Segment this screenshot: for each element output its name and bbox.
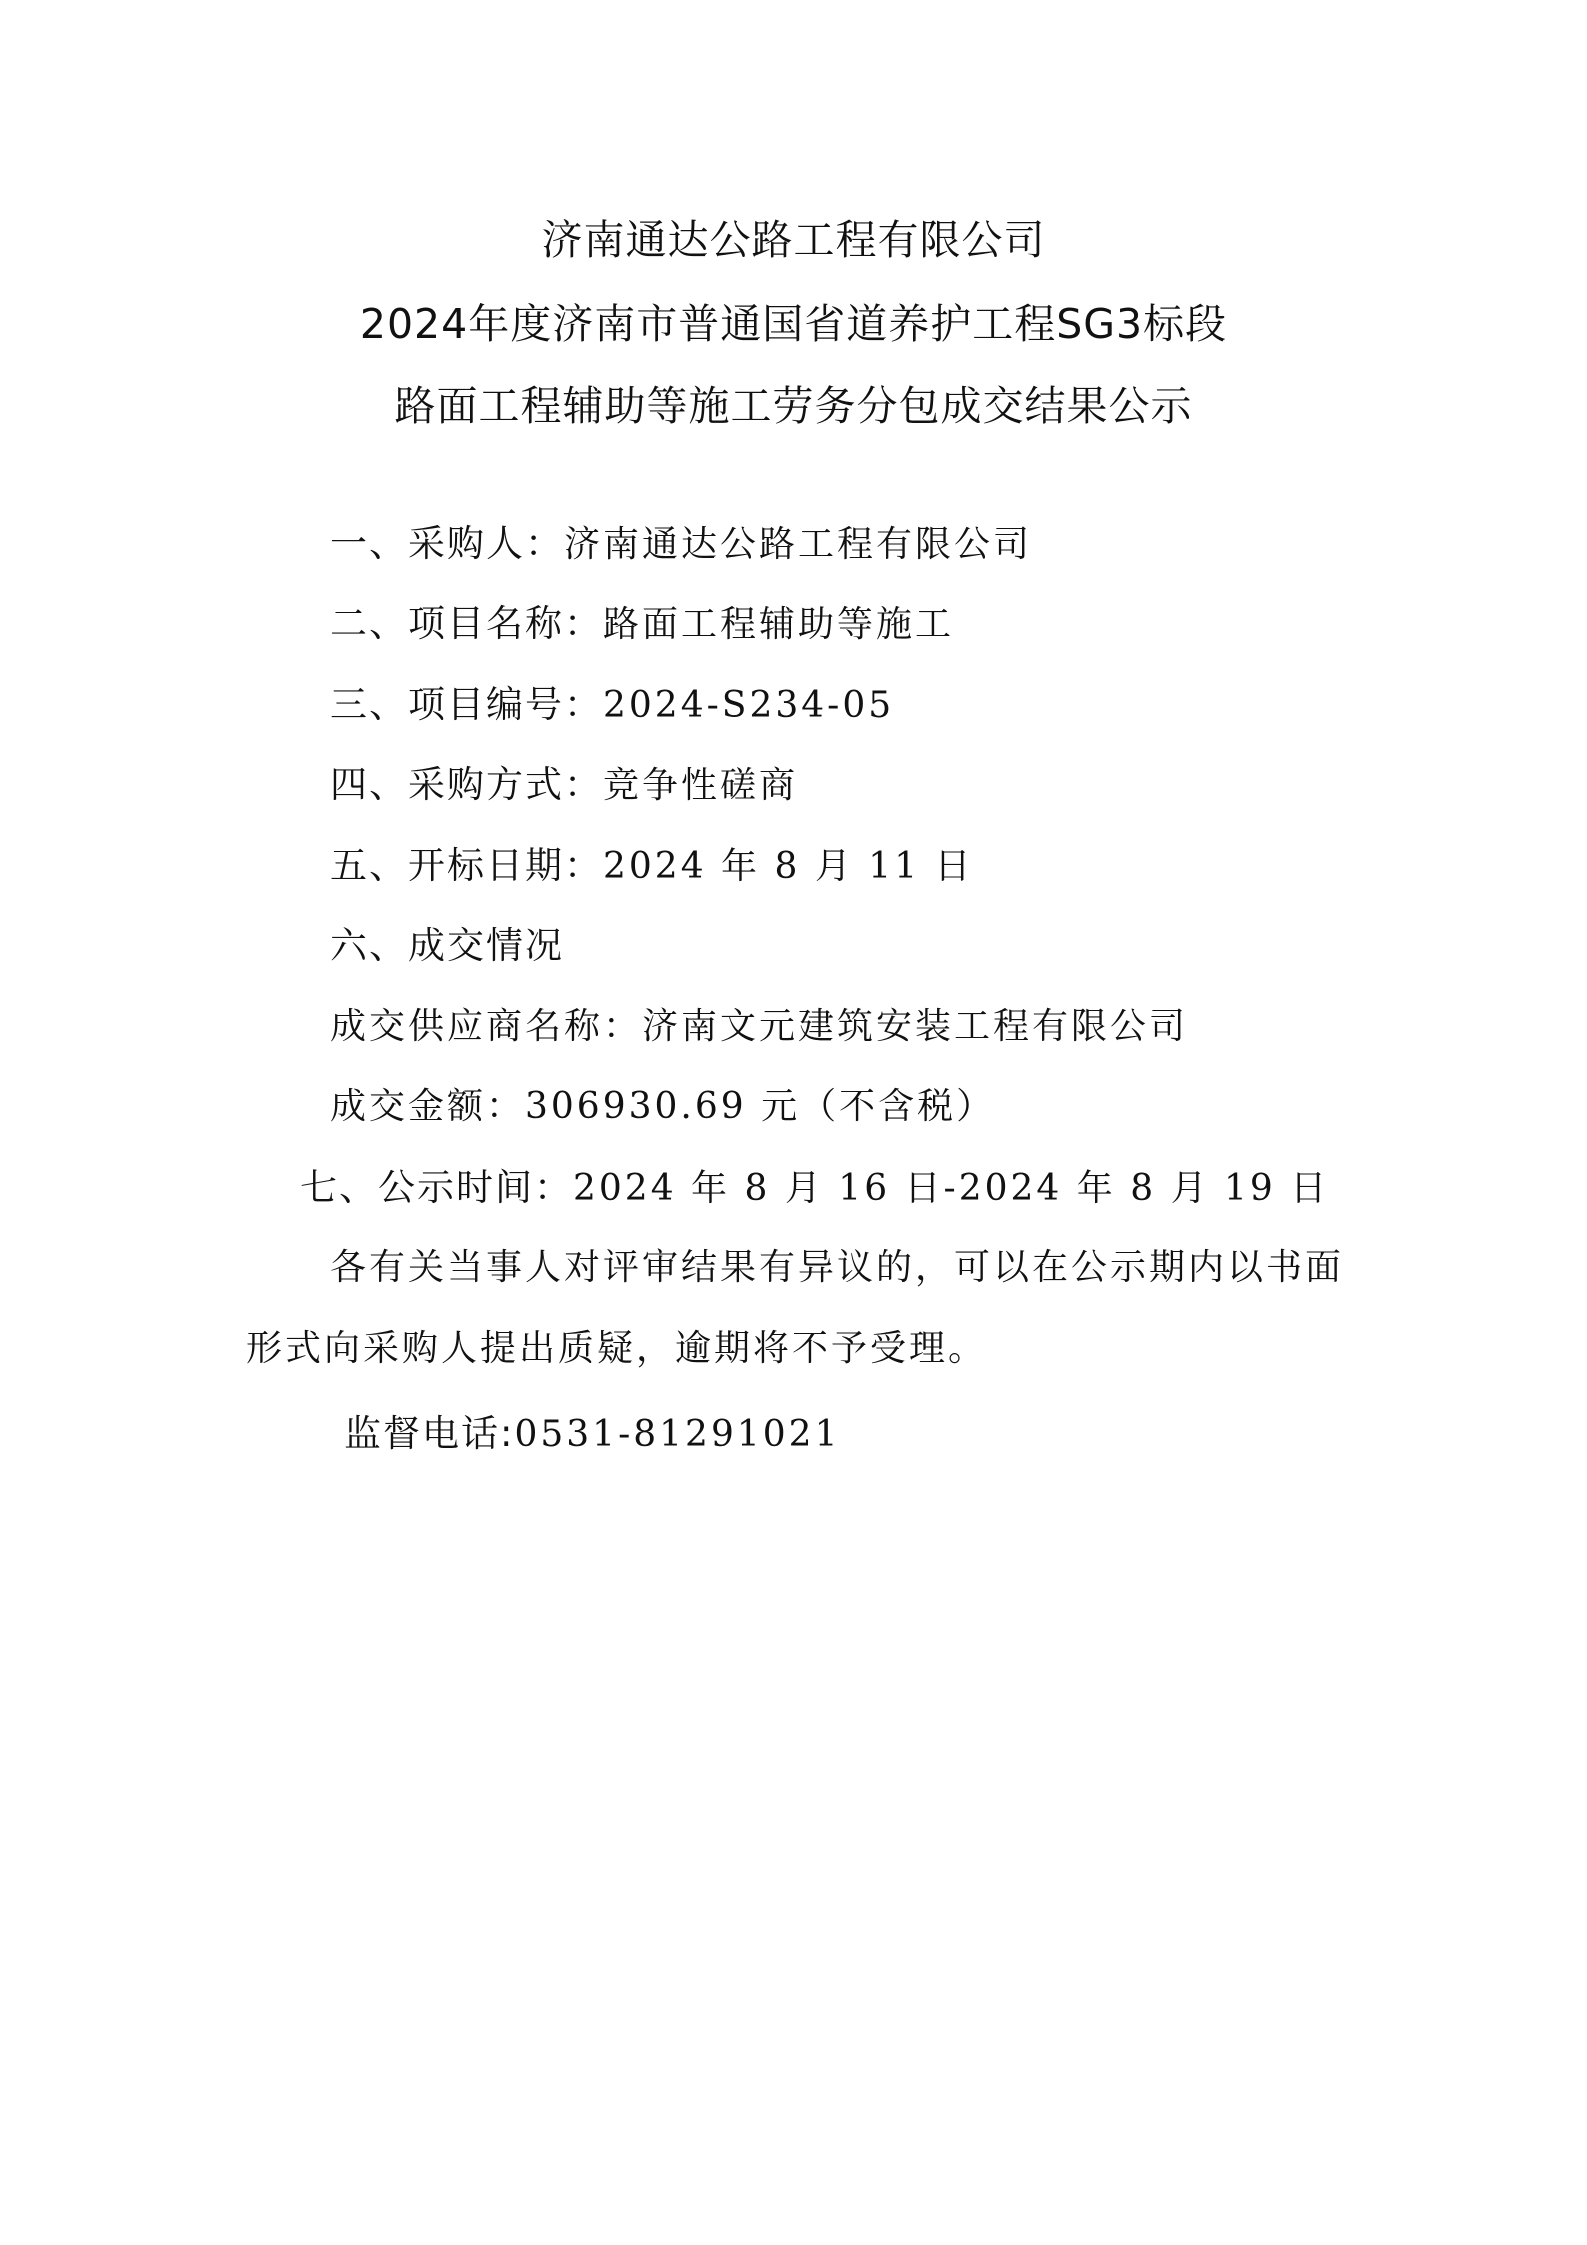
item-deal-label: 六、成交情况 <box>330 924 564 967</box>
supervision-phone-value: 0531-81291021 <box>514 1414 841 1455</box>
item-method-label: 四、采购方式： <box>330 763 603 806</box>
item-project-name-label: 二、项目名称： <box>330 602 603 645</box>
item-method-value: 竞争性磋商 <box>603 765 799 806</box>
item-purchaser-label: 一、采购人： <box>330 522 564 565</box>
item-project-no-label: 三、项目编号： <box>330 683 603 726</box>
supervision-phone <box>344 1408 840 1461</box>
item-publicity <box>300 1162 1329 1215</box>
item-open-date-value: 2024 年 8 月 11 日 <box>603 846 974 887</box>
item-supplier: 成交供应商名称：济南文元建筑安装工程有限公司 <box>330 1006 1189 1047</box>
item-purchaser-value: 济南通达公路工程有限公司 <box>564 524 1033 565</box>
title-announcement: 路面工程辅助等施工劳务分包成交结果公示 <box>394 382 1193 430</box>
item-project-name <box>330 598 954 651</box>
item-method <box>330 759 798 812</box>
title-project: 2024年度济南市普通国省道养护工程SG3标段 <box>359 300 1228 348</box>
item-amount: 成交金额：306930.69 元（不含税） <box>330 1086 996 1127</box>
item-project-no <box>330 679 894 732</box>
notice-line-1: 各有关当事人对评审结果有异议的，可以在公示期内以书面 <box>330 1247 1345 1288</box>
notice-line-2: 形式向采购人提出质疑，逾期将不予受理。 <box>246 1328 988 1369</box>
item-deal <box>330 920 564 972</box>
item-open-date <box>330 840 974 893</box>
item-open-date-label: 五、开标日期： <box>330 844 603 887</box>
item-publicity-label: 七、公示时间： <box>300 1166 573 1209</box>
item-purchaser <box>330 518 1032 571</box>
title-company: 济南通达公路工程有限公司 <box>541 216 1046 264</box>
supervision-phone-label: 监督电话: <box>344 1412 515 1455</box>
item-project-name-value: 路面工程辅助等施工 <box>603 604 955 645</box>
item-publicity-value: 2024 年 8 月 16 日-2024 年 8 月 19 日 <box>573 1168 1330 1209</box>
item-project-no-value: 2024-S234-05 <box>603 685 895 726</box>
